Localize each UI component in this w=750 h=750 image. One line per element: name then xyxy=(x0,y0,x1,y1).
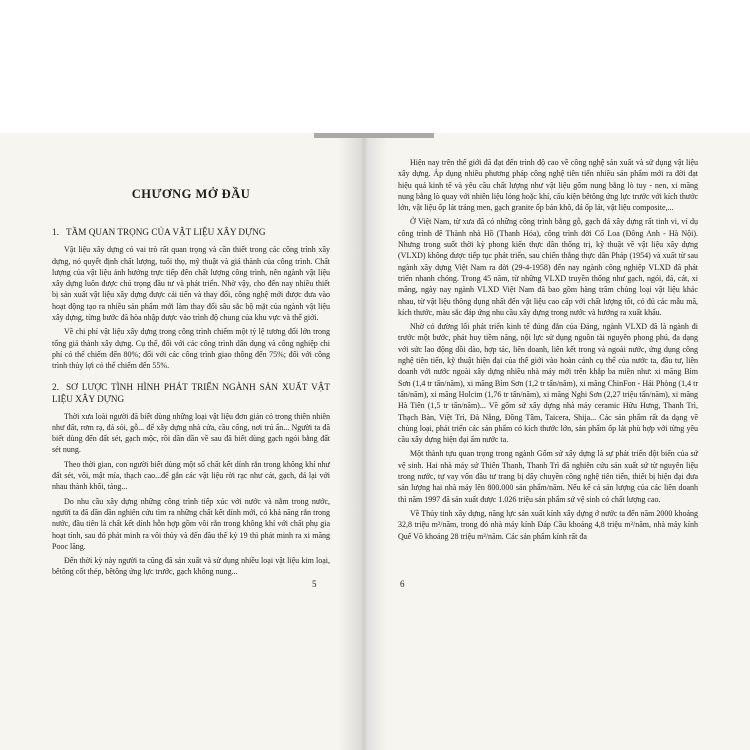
section-2-paragraph: Theo thời gian, con người biết dùng một số chất kết dính rắn trong không khí như đất sét, vôi, mật mía, thạch cao...để gắn các vật liệu rời rạc như cát, gạch, đá lại với nhau thành khối, tảng... xyxy=(52,459,330,492)
left-page xyxy=(0,133,352,750)
left-page-content xyxy=(52,181,330,581)
right-paragraph: Một thành tựu quan trọng trong ngành Gốm sứ xây dựng là sự phát triển đột biến của sứ vệ sinh. Hai nhà máy sứ Thiên Thanh, Thanh Trì đã nghiên cứu sản xuất sứ từ nguyên liệu trong nước, tự vay vốn đầu tư trang bị dây chuyền công nghệ tiên tiến, thiết bị hiện đại đưa sản lượng hai nhà máy lên 800.000 sản phẩm/năm. Nếu kể cả sản lượng của các liên doanh thì năm 1997 đã sản xuất được 1.026 triệu sản phẩm sứ vệ sinh có chất lượng cao. xyxy=(398,449,698,504)
open-book xyxy=(0,133,750,750)
section-1-number: 1. xyxy=(52,227,59,238)
section-2-paragraph: Thời xưa loài người đã biết dùng những loại vật liệu đơn giản có trong thiên nhiên như đất, rơm rạ, đá sỏi, gỗ... để xây dựng nhà cửa, cầu cống, nơi trú ẩn... Người ta đã biết dùng đến đất sét, gạch mộc, rồi dần dần về sau đã biết dùng gạch ngói bằng đất sét nung. xyxy=(52,411,330,455)
scan-edge-bar xyxy=(314,133,434,138)
right-page xyxy=(370,133,750,750)
right-paragraph: Ở Việt Nam, từ xưa đã có những công trình bằng gỗ, gạch đá xây dựng rất tinh vi, ví dụ công trình đê Thành nhà Hồ (Thanh Hóa), công trình đời Cổ Loa (Đông Anh - Hà Nội). Nhưng trong suốt thời kỳ phong kiến thực dân thống trị, kỹ thuật về vật liệu xây dựng (VLXD) không được tiếp tục phát triển, sau chiến thắng thực dân Pháp (1954) và xuất từ sau ngành xây dựng Việt Nam ra đời (29-4-1958) đến nay ngành công nghiệp VLXD đã phát triển nhanh chóng. Trong 45 năm, từ những VLXD truyền thống như gạch, ngói, đá, cát, xi măng, ngày nay ngành VLXD Việt Nam đã bao gồm hàng trăm chủng loại vật liệu khác nhau, từ vật liệu thông dụng nhất đến vật liệu cao cấp với chất lượng tốt, có đủ các mẫu mã, kích thước, màu sắc đáp ứng nhu cầu xây dựng trong nước và hướng ra xuất khẩu. xyxy=(398,217,698,317)
section-1-heading xyxy=(52,226,330,238)
section-1-title: TẦM QUAN TRỌNG CỦA VẬT LIỆU XÂY DỰNG xyxy=(66,227,266,238)
section-2-paragraph: Do nhu cầu xây dựng những công trình tiếp xúc với nước và nằm trong nước, người ta đã dần dần nghiên cứu tìm ra những chất kết dính mới, có khả năng rắn trong nước, đầu tiên là chất kết dính hỗn hợp gồm vôi rắn trong không khí với chất phụ gia hoạt tính, sau đó phát minh ra vôi thủy và đến đầu thế kỷ 19 thì phát minh ra xi măng Pooc lăng. xyxy=(52,496,330,551)
book-gutter xyxy=(338,133,388,750)
section-2-heading xyxy=(52,381,330,405)
right-paragraph: Nhờ có đường lối phát triển kinh tế đúng đắn của Đảng, ngành VLXD đã là ngành đi trước một bước, phát huy tiềm năng, nội lực sử dụng nguồn tài nguyên phong phú, đa dạng với sức lao động dồi dào, hợp tác, liên doanh, liên kết trong và ngoài nước, ứng dụng công nghệ tiên tiến, kỹ thuật hiện đại của thế giới vào hoàn cảnh cụ thể của nước ta, đầu tư, liên doanh với nước ngoài xây dựng nhiều nhà máy mới trên khắp ba miền như: xi măng Bỉm Sơn (1,4 tr tấn/năm), xi măng Bỉm Sơn (1,2 tr tấn/năm), xi măng ChinFon - Hải Phòng (1,4 tr tấn/năm), xi măng Holcim (1,76 tr tấn/năm), xi măng Nghi Sơn (2,27 triệu tấn/năm), xi măng Hà Tiên (1,5 tr tấn/năm)... Về gốm sứ xây dựng nhà máy ceramic Hữu Hưng, Thanh Trì, Thạch Bàn, Việt Trì, Đà Nẵng, Đồng Tâm, Taicera, Shija... Các sản phẩm rất đa dạng về chủng loại, phát triển các sản phẩm có kích thước lớn, sản phẩm ốp lát phù hợp với từng yêu cầu xây dựng hiện đại ẩm nước ta. xyxy=(398,322,698,445)
page-number-right: 6 xyxy=(400,579,405,589)
right-paragraph: Hiện nay trên thế giới đã đạt đến trình độ cao về công nghệ sản xuất và sử dụng vật liệu xây dựng. Áp dụng nhiều phương pháp công nghệ tiên tiến nhiều sản phẩm mới ra đời đạt hiệu quả kinh tế và yêu cầu chất lượng như vật liệu gốm nung bằng lò tuy - nen, xi măng nung bằng lò quay với nhiên liệu lỏng hoặc khí, cấu kiện bêtông ứng lực trước với kích thước lớn, vật liệu ốp lát tráng men, gạch granite ốp bán khô, đá ốp lát, vật liệu composite,... xyxy=(398,158,698,213)
section-2-paragraph: Đến thời kỳ này người ta cũng đã sản xuất và sử dụng nhiều loại vật liệu kim loại, bêtông cốt thép, bêtông ứng lực trước, gạch không nung... xyxy=(52,556,330,577)
chapter-title: CHƯƠNG MỞ ĐẦU xyxy=(131,187,251,201)
right-page-content xyxy=(398,157,698,545)
section-2-number: 2. xyxy=(52,381,59,392)
right-paragraph: Về Thủy tinh xây dựng, năng lực sản xuất kính xây dựng ở nước ta đến năm 2000 khoảng 32,8 triệu m²/năm, trong đó nhà máy kính Đáp Cầu khoảng 4,8 triệu m²/năm, nhà máy kính Quế Võ khoảng 28 triệu m²/năm. Các sản phẩm kính rất đa xyxy=(398,508,698,541)
section-1-paragraph: Vật liệu xây dựng có vai trò rất quan trọng và cần thiết trong các công trình xây dựng, nó quyết định chất lượng, tuổi thọ, mỹ thuật và giá thành của công trình. Chất lượng của vật liệu ảnh hưởng trực tiếp đến chất lượng công trình, nên ngành vật liệu xây dựng luôn được chú trọng đầu tư và phát triển. Nhờ vậy, cho đến nay nhiều thiết bị sản xuất vật liệu xây dựng được cải tiến và thay đổi, công nghệ mới được đưa vào hoạt động tạo ra nhiều sản phẩm mới làm thay đổi sâu sắc bộ mặt của ngành vật liệu xây dựng, từng bước đã hòa nhập được vào trình độ chung của khu vực và thế giới. xyxy=(52,245,330,323)
section-1-paragraph: Về chi phí vật liệu xây dựng trong công trình chiếm một tỷ lệ tương đối lớn trong tổng giá thành xây dựng. Cụ thể, đối với các công trình dân dụng và công nghiệp chi phí có thể chiếm đến 80%; đối với các công trình giao thông đến 75%; đối với công trình thủy lợi có thể chiếm đến 55%. xyxy=(52,327,330,371)
page-number-left: 5 xyxy=(312,579,317,589)
section-2-title: SƠ LƯỢC TÌNH HÌNH PHÁT TRIỂN NGÀNH SẢN XUẤT VẬT LIỆU XÂY DỰNG xyxy=(52,381,330,404)
